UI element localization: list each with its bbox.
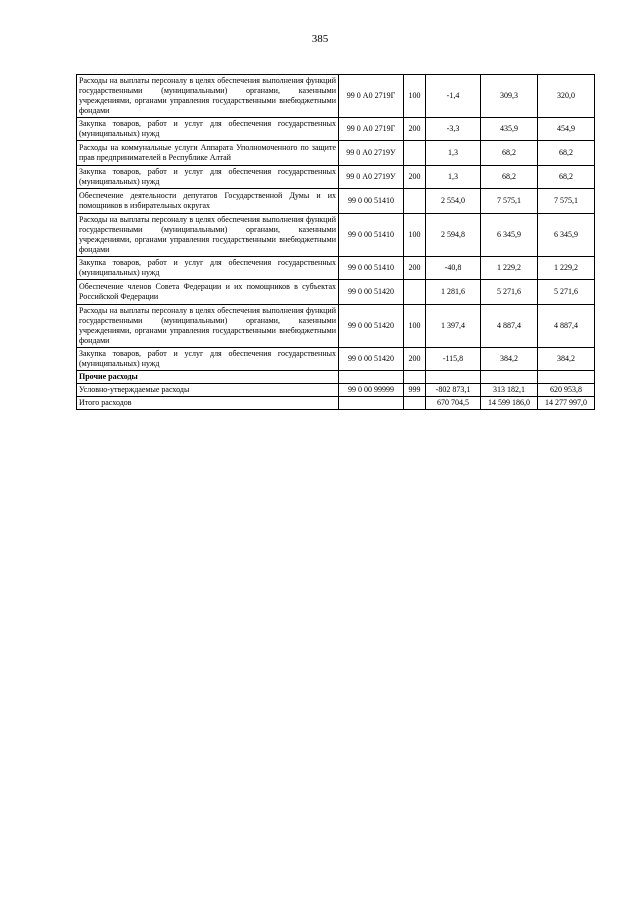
amount-year-2-cell: 68,2: [538, 166, 595, 189]
budget-table-body: [77, 75, 595, 410]
amount-year-1-cell: 313 182,1: [481, 384, 538, 397]
amount-change-cell: 2 554,0: [426, 189, 481, 214]
expense-name-cell: Расходы на коммунальные услуги Аппарата Уполномоченного по защите прав предпринимателей в Республике Алтай: [77, 141, 339, 166]
expense-type-cell: 100: [404, 305, 426, 348]
expense-type-cell: 200: [404, 118, 426, 141]
amount-change-cell: 1 281,6: [426, 280, 481, 305]
amount-year-1-cell: 7 575,1: [481, 189, 538, 214]
expense-type-cell: 200: [404, 166, 426, 189]
amount-year-2-cell: 1 229,2: [538, 257, 595, 280]
expense-name-cell: Обеспечение деятельности депутатов Государственной Думы и их помощников в избирательных округах: [77, 189, 339, 214]
target-article-code-cell: 99 0 А0 2719У: [339, 166, 404, 189]
expense-type-cell: [404, 371, 426, 384]
target-article-code-cell: 99 0 00 51410: [339, 257, 404, 280]
amount-year-1-cell: 6 345,9: [481, 214, 538, 257]
expense-name-cell: Условно-утверждаемые расходы: [77, 384, 339, 397]
target-article-code-cell: 99 0 00 99999: [339, 384, 404, 397]
expense-type-cell: 100: [404, 75, 426, 118]
target-article-code-cell: 99 0 А0 2719У: [339, 141, 404, 166]
amount-year-2-cell: 4 887,4: [538, 305, 595, 348]
amount-year-1-cell: 68,2: [481, 141, 538, 166]
amount-year-1-cell: 1 229,2: [481, 257, 538, 280]
amount-year-2-cell: 320,0: [538, 75, 595, 118]
expense-type-cell: [404, 397, 426, 410]
budget-table: [76, 74, 595, 410]
expense-type-cell: 200: [404, 257, 426, 280]
table-row: [77, 166, 595, 189]
amount-year-1-cell: 14 599 186,0: [481, 397, 538, 410]
table-row: [77, 384, 595, 397]
expense-name-cell: Обеспечение членов Совета Федерации и их помощников в субъектах Российской Федерации: [77, 280, 339, 305]
expense-type-cell: 200: [404, 348, 426, 371]
amount-year-2-cell: 384,2: [538, 348, 595, 371]
expense-name-cell: Закупка товаров, работ и услуг для обеспечения государственных (муниципальных) нужд: [77, 166, 339, 189]
amount-year-2-cell: 454,9: [538, 118, 595, 141]
table-row: [77, 257, 595, 280]
amount-year-2-cell: 7 575,1: [538, 189, 595, 214]
amount-change-cell: 670 704,5: [426, 397, 481, 410]
amount-year-2-cell: [538, 371, 595, 384]
table-row: [77, 189, 595, 214]
target-article-code-cell: 99 0 00 51420: [339, 280, 404, 305]
amount-change-cell: 1 397,4: [426, 305, 481, 348]
amount-year-1-cell: 309,3: [481, 75, 538, 118]
expense-type-cell: [404, 141, 426, 166]
amount-change-cell: -3,3: [426, 118, 481, 141]
target-article-code-cell: 99 0 00 51410: [339, 214, 404, 257]
amount-year-1-cell: 4 887,4: [481, 305, 538, 348]
amount-year-2-cell: 68,2: [538, 141, 595, 166]
target-article-code-cell: 99 0 00 51420: [339, 348, 404, 371]
amount-year-2-cell: 6 345,9: [538, 214, 595, 257]
target-article-code-cell: [339, 397, 404, 410]
expense-name-cell: Расходы на выплаты персоналу в целях обеспечения выполнения функций государственными (муниципальными) органами, казенными учреждениями, органами управления государственными внебюджетными фондами: [77, 305, 339, 348]
amount-year-1-cell: 5 271,6: [481, 280, 538, 305]
table-row: [77, 214, 595, 257]
table-row: [77, 305, 595, 348]
amount-year-1-cell: 384,2: [481, 348, 538, 371]
target-article-code-cell: 99 0 00 51410: [339, 189, 404, 214]
expense-name-cell: Закупка товаров, работ и услуг для обеспечения государственных (муниципальных) нужд: [77, 257, 339, 280]
table-row: [77, 348, 595, 371]
target-article-code-cell: 99 0 00 51420: [339, 305, 404, 348]
expense-name-cell: Расходы на выплаты персоналу в целях обеспечения выполнения функций государственными (муниципальными) органами, казенными учреждениями, органами управления государственными внебюджетными фондами: [77, 75, 339, 118]
target-article-code-cell: 99 0 А0 2719Г: [339, 118, 404, 141]
amount-year-2-cell: 5 271,6: [538, 280, 595, 305]
expense-name-cell: Итого расходов: [77, 397, 339, 410]
table-row: [77, 371, 595, 384]
expense-name-cell: Прочие расходы: [77, 371, 339, 384]
amount-change-cell: -802 873,1: [426, 384, 481, 397]
amount-change-cell: -40,8: [426, 257, 481, 280]
amount-change-cell: -115,8: [426, 348, 481, 371]
expense-name-cell: Закупка товаров, работ и услуг для обеспечения государственных (муниципальных) нужд: [77, 118, 339, 141]
table-row: [77, 118, 595, 141]
table-row: [77, 280, 595, 305]
table-row: [77, 141, 595, 166]
target-article-code-cell: 99 0 А0 2719Г: [339, 75, 404, 118]
amount-year-1-cell: 435,9: [481, 118, 538, 141]
expense-type-cell: 100: [404, 214, 426, 257]
target-article-code-cell: [339, 371, 404, 384]
amount-year-2-cell: 620 953,8: [538, 384, 595, 397]
amount-year-2-cell: 14 277 997,0: [538, 397, 595, 410]
expense-type-cell: [404, 280, 426, 305]
amount-year-1-cell: 68,2: [481, 166, 538, 189]
page-number: 385: [311, 33, 329, 45]
amount-year-1-cell: [481, 371, 538, 384]
amount-change-cell: -1,4: [426, 75, 481, 118]
table-row: [77, 397, 595, 410]
expense-type-cell: 999: [404, 384, 426, 397]
amount-change-cell: 1,3: [426, 166, 481, 189]
amount-change-cell: 1,3: [426, 141, 481, 166]
table-row: [77, 75, 595, 118]
expense-name-cell: Расходы на выплаты персоналу в целях обеспечения выполнения функций государственными (муниципальными) органами, казенными учреждениями, органами управления государственными внебюджетными фондами: [77, 214, 339, 257]
expense-type-cell: [404, 189, 426, 214]
amount-change-cell: 2 594,8: [426, 214, 481, 257]
amount-change-cell: [426, 371, 481, 384]
expense-name-cell: Закупка товаров, работ и услуг для обеспечения государственных (муниципальных) нужд: [77, 348, 339, 371]
